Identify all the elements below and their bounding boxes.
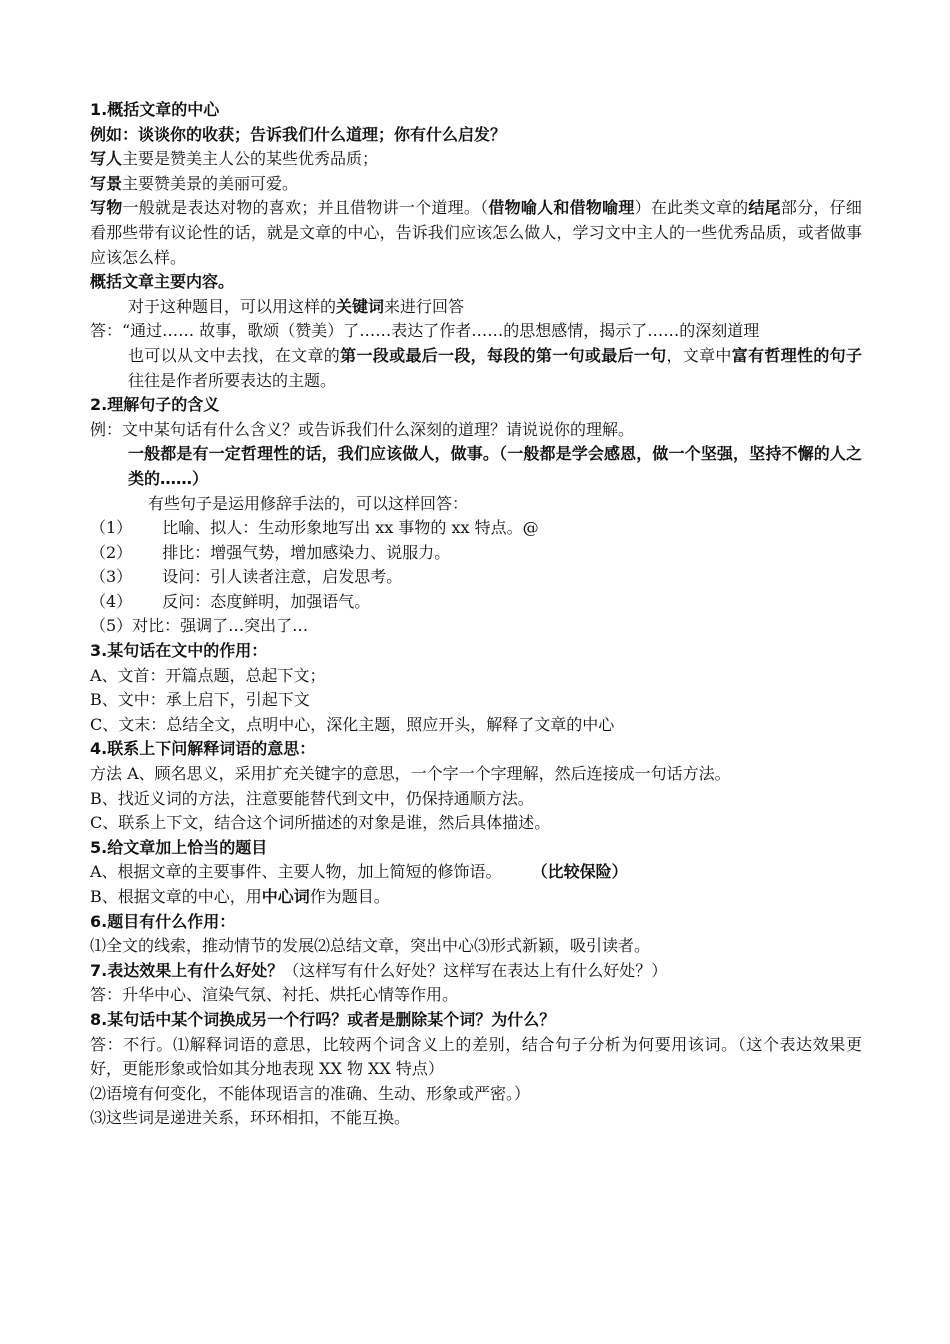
find-pre: 也可以从文中去找，在文章的 [128, 345, 341, 365]
section-7-heading: 7.表达效果上有什么好处？ [90, 960, 284, 980]
main-content-heading: 概括文章主要内容。 [90, 272, 235, 292]
keyword-pre: 对于这种题目，可以用这样的 [128, 296, 337, 316]
document-page [90, 98, 862, 1131]
rhetoric-item-num: （3） [90, 567, 133, 587]
section-3-a: A、文首：开篇点题，总起下文； [90, 665, 326, 685]
rhetoric-item-num: （1） [90, 518, 133, 538]
find-mid: ，文章中 [666, 345, 732, 365]
ending-text: 部分，仔细看那些带有议论性的话，就是文章的中心，告诉我们应该怎么做人，学习文中主人的一些优秀品质，或者做事应该怎么样。 [90, 198, 862, 267]
section-4-c: C、联系上下文，结合这个词所描述的对象是谁，然后具体描述。 [90, 813, 551, 833]
section-5-a-line [90, 860, 862, 885]
rhetoric-item-num: （4） [90, 591, 133, 611]
find-paragraph [90, 344, 862, 393]
find-bold-1: 第一段或最后一段，每段的第一句或最后一句 [340, 345, 667, 365]
rhetoric-item [90, 565, 862, 590]
section-5-b-bold: 中心词 [261, 887, 310, 906]
write-person-line [90, 147, 862, 172]
section-5-b-line [90, 885, 862, 910]
keyword-bold: 关键词 [336, 296, 385, 316]
write-person-key: 写人 [90, 149, 123, 169]
write-person-text: 主要是赞美主人公的某些优秀品质； [122, 149, 379, 169]
section-4-heading: 4.联系上下问解释词语的意思： [90, 739, 316, 759]
write-object-text2: ）在此类文章的 [634, 198, 749, 218]
section-8-paragraph-3: ⑶这些词是递进关系，环环相扣，不能互换。 [90, 1108, 411, 1128]
rhetoric-item [90, 516, 862, 541]
rhetoric-item [90, 541, 862, 566]
write-scene-line [90, 172, 862, 197]
section-1-example: 例如：谈谈你的收获；告诉我们什么道理；你有什么启发？ [90, 124, 507, 144]
section-6-heading: 6.题目有什么作用： [90, 911, 236, 931]
keyword-post: 来进行回答 [384, 296, 465, 316]
rhetoric-item [90, 590, 862, 615]
section-8-paragraph-2: ⑵语境有何变化，不能体现语言的准确、生动、形象或严密。） [90, 1083, 531, 1103]
section-2-heading: 2.理解句子的含义 [90, 395, 220, 415]
write-object-text1: 一般就是表达对物的喜欢；并且借物讲一个道理。（ [122, 198, 489, 218]
rhetoric-item-text: 比喻、拟人：生动形象地写出 xx 事物的 xx 特点。@ [162, 518, 539, 538]
section-2-bold-paragraph: 一般都是有一定哲理性的话，我们应该做人，做事。（一般都是学会感恩，做一个坚强，坚持不懈的人之类的……） [128, 444, 862, 488]
section-7-heading-note: （这样写有什么好处？这样写在表达上有什么好处？） [283, 960, 668, 980]
section-4-a: 方法 A、顾名思义，采用扩充关键字的意思，一个字一个字理解，然后连接成一句话方法。 [90, 764, 731, 784]
section-2-example: 例：文中某句话有什么含义？或告诉我们什么深刻的道理？请说说你的理解。 [90, 419, 635, 439]
section-1-heading: 1.概括文章的中心 [90, 100, 220, 119]
section-7-heading-line [90, 959, 862, 984]
section-5-b-pre: B、根据文章的中心，用 [90, 887, 262, 906]
section-8-heading: 8.某句话中某个词换成另一个行吗？或者是删除某个词？为什么？ [90, 1009, 556, 1029]
section-8-paragraph-1: 答：不行。⑴解释词语的意思，比较两个词含义上的差别，结合句子分析为何要用该词。（这个表达效果更好，更能形象或恰如其分地表现 XX 物 XX 特点） [90, 1034, 862, 1079]
rhetoric-item-5: （5）对比：强调了…突出了… [90, 616, 309, 636]
write-object-paragraph [90, 196, 862, 270]
section-6-text: ⑴全文的线索，推动情节的发展⑵总结文章，突出中心⑶形式新颖，吸引读者。 [90, 936, 651, 956]
section-5-heading: 5.给文章加上恰当的题目 [90, 837, 268, 857]
section-3-b: B、文中：承上启下，引起下文 [90, 690, 310, 710]
section-3-c: C、文末：总结全文，点明中心，深化主题，照应开头，解释了文章的中心 [90, 714, 615, 734]
write-scene-text: 主要赞美景的美丽可爱。 [122, 173, 299, 193]
section-5-b-post: 作为题目。 [309, 887, 390, 906]
rhetoric-intro: 有些句子是运用修辞手法的，可以这样回答： [148, 493, 469, 513]
section-5-a-bold: （比较保险） [531, 862, 628, 882]
section-3-heading: 3.某句话在文中的作用： [90, 641, 268, 661]
ending-key: 结尾 [748, 198, 781, 218]
section-7-answer: 答：升华中心、渲染气氛、衬托、烘托心情等作用。 [90, 985, 459, 1005]
answer-template: 答：“通过…… 故事，歌颂（赞美）了……表达了作者……的思想感情，揭示了……的深刻道理 [90, 321, 760, 341]
section-5-a: A、根据文章的主要事件、主要人物，加上简短的修饰语。 [90, 862, 502, 882]
rhetoric-item-text: 反问：态度鲜明，加强语气。 [162, 591, 371, 611]
section-4-b: B、找近义词的方法，注意要能替代到文中，仍保持通顺方法。 [90, 788, 534, 808]
find-bold-2: 富有哲理性的句子 [731, 345, 862, 365]
find-post: 往往是作者所要表达的主题。 [128, 370, 337, 390]
write-scene-key: 写景 [90, 173, 123, 193]
write-object-key: 写物 [90, 198, 123, 218]
keyword-line [90, 295, 862, 320]
rhetoric-item-num: （2） [90, 542, 133, 562]
rhetoric-item-text: 排比：增强气势，增加感染力、说服力。 [162, 542, 451, 562]
rhetoric-item-text: 设问：引人读者注意，启发思考。 [162, 567, 403, 587]
write-object-bold: 借物喻人和借物喻理 [488, 198, 635, 218]
